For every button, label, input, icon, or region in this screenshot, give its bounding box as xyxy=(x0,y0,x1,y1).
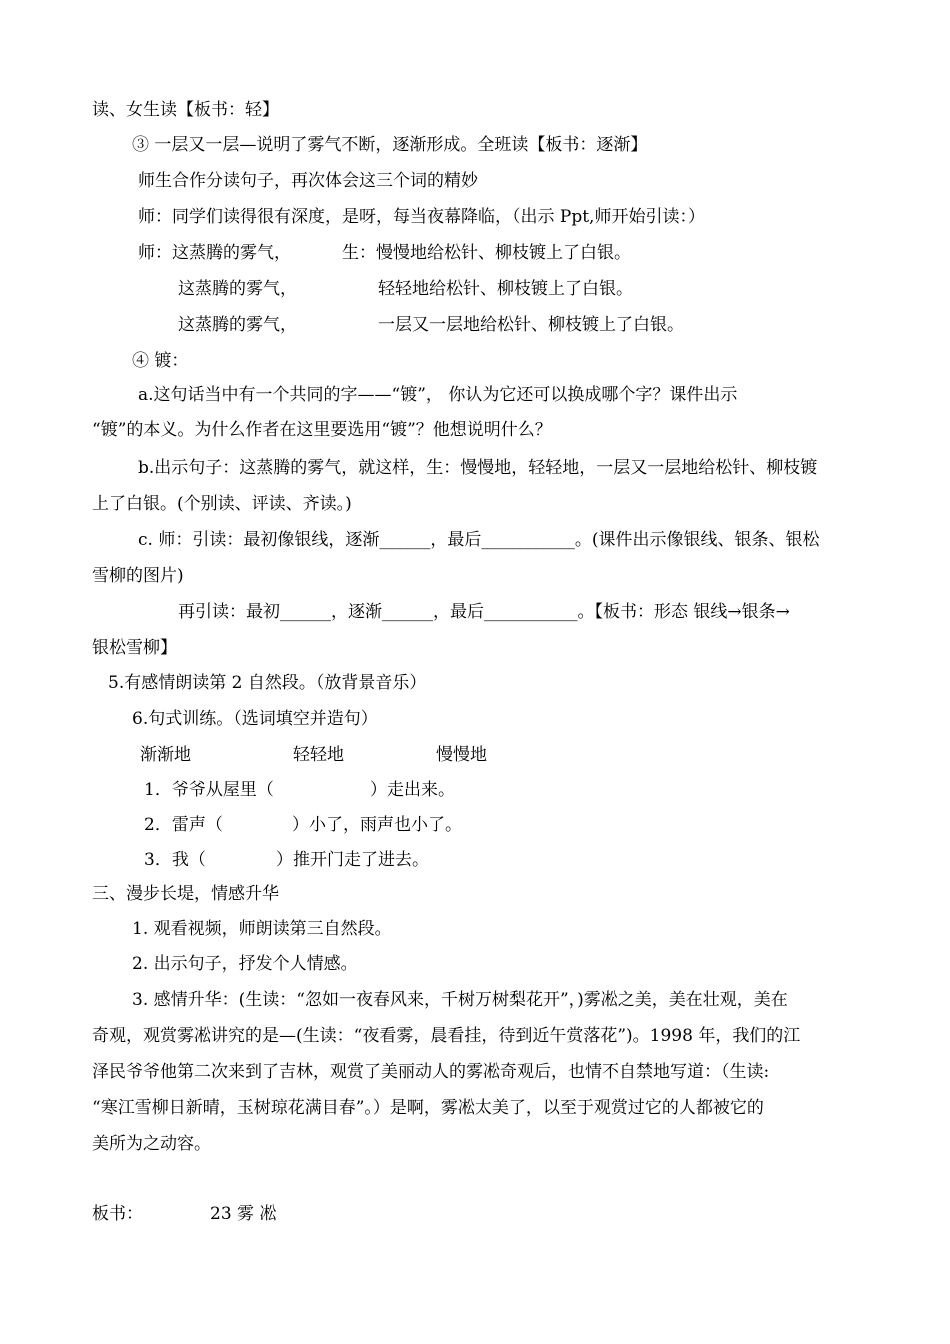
student-line: 轻轻地给松针、柳枝镀上了白银。 xyxy=(378,279,633,299)
exercise-line: 3．我（ xyxy=(144,850,206,870)
exercise-line: ）推开门走了进去。 xyxy=(276,850,429,870)
word-option: 渐渐地 xyxy=(140,745,191,765)
text-line: 再引读：最初______，逐渐______，最后___________。【板书：形态 银线→银条→ xyxy=(178,602,790,622)
text-line: 银松雪柳】 xyxy=(92,638,177,658)
text-line: 5.有感情朗读第 2 自然段。（放背景音乐） xyxy=(108,673,427,693)
exercise-line: ）小了，雨声也小了。 xyxy=(292,815,462,835)
text-line: a.这句话当中有一个共同的字——“镀”， 你认为它还可以换成哪个字？课件出示 xyxy=(138,385,738,405)
word-option: 慢慢地 xyxy=(436,745,487,765)
text-line: 泽民爷爷他第二次来到了吉林，观赏了美丽动人的雾凇奇观后，也情不自禁地写道：（生读: xyxy=(92,1062,770,1082)
exercise-line: 1．爷爷从屋里（ xyxy=(144,780,274,800)
section-heading: 三、漫步长堤，情感升华 xyxy=(92,884,279,904)
word-option: 轻轻地 xyxy=(293,745,344,765)
text-line: 上了白银。(个别读、评读、齐读。) xyxy=(92,494,352,514)
board-label: 板书： xyxy=(92,1204,143,1224)
text-line: 奇观，观赏雾凇讲究的是—(生读：“夜看雾，晨看挂，待到近午赏落花”)。1998 年，我们的江 xyxy=(92,1026,801,1046)
text-line: 雪柳的图片) xyxy=(92,566,184,586)
student-line: 生：慢慢地给松针、柳枝镀上了白银。 xyxy=(342,243,631,263)
text-line: ④ 镀： xyxy=(132,351,189,371)
text-line: 美所为之动容。 xyxy=(92,1134,211,1154)
student-line: 一层又一层地给松针、柳枝镀上了白银。 xyxy=(378,315,684,335)
text-line: “镀”的本义。为什么作者在这里要选用“镀”？他想说明什么？ xyxy=(92,420,552,440)
text-line: “寒江雪柳日新晴，玉树琼花满目春”。）是啊，雾凇太美了，以至于观赏过它的人都被它的 xyxy=(92,1098,764,1118)
exercise-line: 2．雷声（ xyxy=(144,815,223,835)
text-line: 1. 观看视频，师朗读第三自然段。 xyxy=(132,919,392,939)
text-line: 3. 感情升华：(生读：“忽如一夜春风来，千树万树梨花开”，)雾凇之美，美在壮观，美在 xyxy=(132,990,788,1010)
text-line: ③ 一层又一层—说明了雾气不断，逐渐形成。全班读【板书：逐渐】 xyxy=(132,135,648,155)
text-line: 6.句式训练。（选词填空并造句） xyxy=(132,709,378,729)
board-title: 23 雾 凇 xyxy=(210,1204,277,1224)
teacher-line: 这蒸腾的雾气， xyxy=(178,315,297,335)
exercise-line: ）走出来。 xyxy=(370,780,455,800)
teacher-line: 这蒸腾的雾气， xyxy=(178,279,297,299)
teacher-line: 师：这蒸腾的雾气， xyxy=(138,243,291,263)
text-line: b.出示句子：这蒸腾的雾气，就这样，生：慢慢地，轻轻地，一层又一层地给松针、柳枝镀 xyxy=(138,458,818,478)
text-line: c. 师：引读：最初像银线，逐渐______，最后___________。(课件出示像银线、银条、银松 xyxy=(138,530,820,550)
text-line: 师生合作分读句子，再次体会这三个词的精妙 xyxy=(138,171,478,191)
text-line: 2. 出示句子，抒发个人情感。 xyxy=(132,954,358,974)
text-line: 师：同学们读得很有深度，是呀，每当夜幕降临，（出示 Ppt,师开始引读：） xyxy=(138,207,705,227)
text-line: 读、女生读【板书：轻】 xyxy=(92,100,279,120)
